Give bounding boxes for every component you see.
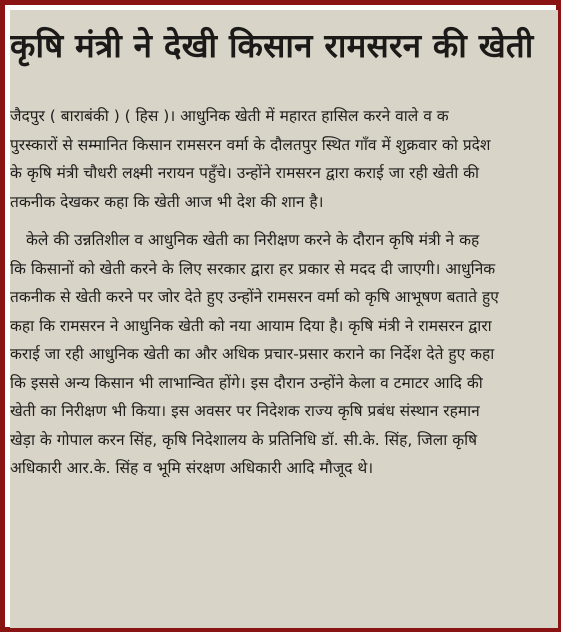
article-line: जैदपुर ( बाराबंकी ) ( हिस )। आधुनिक खेती में महारत हासिल करने वाले व क (10, 107, 449, 125)
newspaper-clipping (10, 10, 558, 628)
article-line: खेड़ा के गोपाल करन सिंह, कृषि निदेशालय के प्रतिनिधि डॉ. सी.के. सिंह, जिला कृषि (10, 430, 478, 449)
article-line: कि किसानों को खेती करने के लिए सरकार द्वारा हर प्रकार से मदद दी जाएगी। आधुनिक (10, 259, 496, 278)
article-line: अधिकारी आर.के. सिंह व भूमि संरक्षण अधिकारी आदि मौजूद थे। (10, 459, 374, 477)
article-body (10, 102, 558, 483)
article-line: कि इससे अन्य किसान भी लाभान्वित होंगे। इस दौरान उन्होंने केला व टमाटर आदि की (10, 373, 483, 392)
article-line: तकनीक देखकर कहा कि खेती आज भी देश की शान है। (10, 192, 324, 211)
article-line: खेती का निरीक्षण भी किया। इस अवसर पर निदेशक राज्य कृषि प्रबंध संस्थान रहमान (10, 402, 480, 420)
paragraph-gap (10, 216, 558, 226)
article-line: कराई जा रही आधुनिक खेती का और अधिक प्रचार-प्रसार कराने का निर्देश देते हुए कहा (10, 345, 495, 363)
article-line: के कृषि मंत्री चौधरी लक्ष्मी नरायन पहुँचे। उन्होंने रामसरन द्वारा कराई जा रही खेती की (10, 164, 480, 182)
article-line: कहा कि रामसरन ने आधुनिक खेती को नया आयाम दिया है। कृषि मंत्री ने रामसरन द्वारा (10, 316, 492, 335)
article-headline: कृषि मंत्री ने देखी किसान रामसरन की खेती (10, 26, 534, 65)
article-line: पुरस्कारों से सम्मानित किसान रामसरन वर्मा के दौलतपुर स्थित गाँव में शुक्रवार को प्रदेश (10, 135, 491, 154)
article-line: केले की उन्नतिशील व आधुनिक खेती का निरीक्षण करने के दौरान कृषि मंत्री ने कह (26, 231, 480, 249)
article-line: तकनीक से खेती करने पर जोर देते हुए उन्होंने रामसरन वर्मा को कृषि आभूषण बताते हुए (10, 288, 499, 306)
